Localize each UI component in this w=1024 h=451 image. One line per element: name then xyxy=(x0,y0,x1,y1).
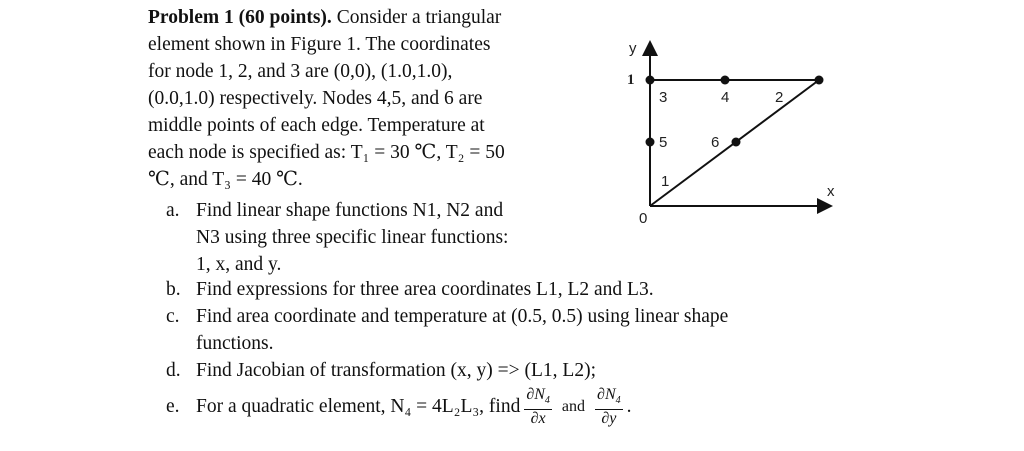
part-e-end: . xyxy=(626,396,632,418)
part-c-label: c. xyxy=(166,306,180,327)
part-d xyxy=(166,357,926,384)
problem-heading: Problem 1 (60 points). xyxy=(148,7,332,28)
node-3-dot xyxy=(646,76,655,85)
x-axis-label: x xyxy=(827,183,835,200)
problem-line-4: (0.0,1.0) respectively. Nodes 4,5, and 6 are xyxy=(148,88,483,109)
node-6-dot xyxy=(732,138,741,147)
frac2-num: ∂N xyxy=(597,386,616,403)
problem-text: Consider a triangular xyxy=(331,7,502,28)
part-a xyxy=(166,197,626,278)
part-a-label: a. xyxy=(166,200,180,221)
frac1-den: ∂x xyxy=(530,410,546,428)
node-5-label: 5 xyxy=(659,134,668,151)
frac2-den: ∂y xyxy=(601,410,617,428)
part-e-label: e. xyxy=(166,396,180,418)
problem-line-1 xyxy=(148,4,598,31)
part-c-line-1: Find area coordinate and temperature at (0.5, 0.5) using linear shape xyxy=(196,306,729,327)
part-b-label: b. xyxy=(166,279,181,300)
part-d-label: d. xyxy=(166,360,181,381)
part-d-text: Find Jacobian of transformation (x, y) => (L1, L2); xyxy=(196,360,596,381)
node-5-dot xyxy=(646,138,655,147)
part-c xyxy=(166,303,926,330)
part-c-line-2: functions. xyxy=(196,333,274,354)
figure-1-triangle-element xyxy=(615,30,855,230)
part-b xyxy=(166,276,926,303)
fraction-dn4-dx xyxy=(524,386,552,427)
origin-label: 0 xyxy=(639,210,648,227)
problem-statement xyxy=(148,4,598,193)
node-4-label: 4 xyxy=(721,89,730,106)
node-1-label: 1 xyxy=(661,173,670,190)
fraction-dn4-dy xyxy=(595,386,623,427)
node-4-dot xyxy=(721,76,730,85)
triangle-diagram xyxy=(615,30,855,230)
problem-line-7: ℃, and T₃ = 40 ℃. xyxy=(148,169,303,190)
node-6-label: 6 xyxy=(711,134,720,151)
parts-list xyxy=(166,276,926,427)
node-3-label: 3 xyxy=(659,89,668,106)
part-a-line-1: Find linear shape functions N1, N2 and xyxy=(196,200,504,221)
frac1-sub: 4 xyxy=(544,395,550,407)
problem-line-6: each node is specified as: T₁ = 30 ℃, T₂ = 50 xyxy=(148,142,505,163)
problem-line-2: element shown in Figure 1. The coordinates xyxy=(148,34,491,55)
part-b-text: Find expressions for three area coordinates L1, L2 and L3. xyxy=(196,279,654,300)
node-2-label: 2 xyxy=(775,89,784,106)
part-e-and: and xyxy=(561,398,586,416)
problem-line-5: middle points of each edge. Temperature at xyxy=(148,115,485,136)
frac1-num: ∂N xyxy=(526,386,545,403)
part-a-line-3: 1, x, and y. xyxy=(196,254,282,275)
part-a-line-2: N3 using three specific linear functions: xyxy=(196,227,509,248)
y-tick-one: 1 xyxy=(627,72,635,88)
part-e-text: For a quadratic element, N₄ = 4L₂L₃, find xyxy=(196,396,521,418)
frac2-sub: 4 xyxy=(615,395,621,407)
part-e xyxy=(166,386,926,427)
problem-line-3: for node 1, 2, and 3 are (0,0), (1.0,1.0), xyxy=(148,61,453,82)
node-2-dot xyxy=(815,76,824,85)
y-axis-label: y xyxy=(629,40,637,57)
